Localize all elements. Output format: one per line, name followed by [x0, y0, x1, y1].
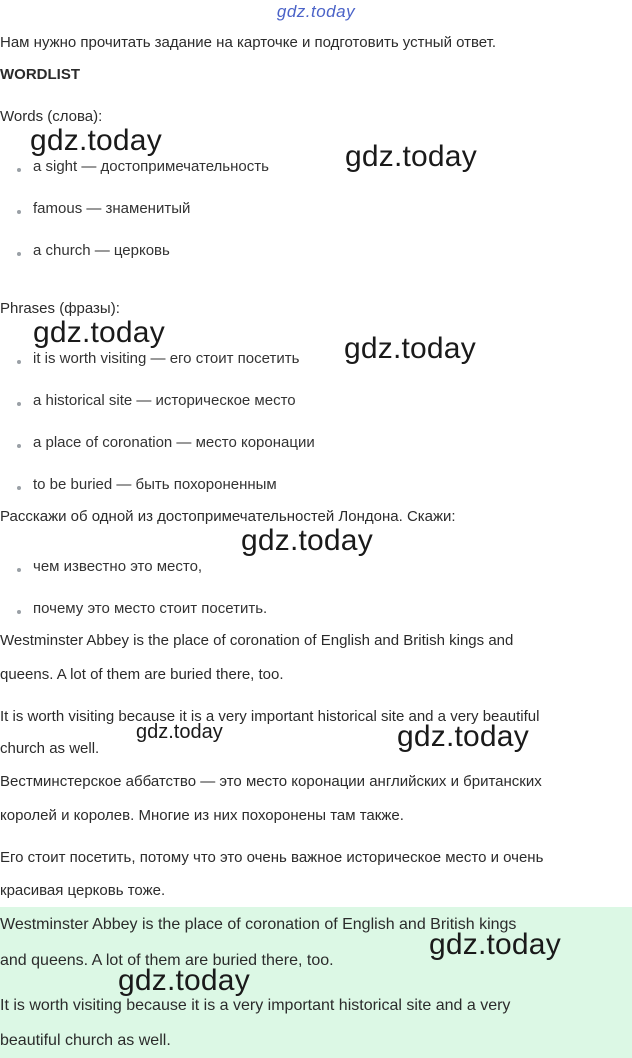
wordlist-heading: WORDLIST	[0, 66, 80, 83]
bullet-dot	[17, 168, 21, 172]
bullet-dot	[17, 444, 21, 448]
site-watermark: gdz.today	[397, 720, 529, 753]
bullet-dot	[17, 486, 21, 490]
site-watermark: gdz.today	[345, 140, 477, 173]
site-watermark: gdz.today	[344, 332, 476, 365]
site-watermark: gdz.today	[30, 124, 162, 157]
answer-ru-line: красивая церковь тоже.	[0, 882, 166, 899]
site-watermark-top: gdz.today	[276, 2, 356, 21]
word-item: a sight — достопримечательность	[33, 158, 269, 175]
site-watermark: gdz.today	[118, 964, 250, 997]
phrase-item: it is worth visiting — его стоит посетить	[33, 350, 300, 367]
intro-text: Нам нужно прочитать задание на карточке и подготовить устный ответ.	[0, 34, 497, 51]
task-text: Расскажи об одной из достопримечательностей Лондона. Скажи:	[0, 508, 456, 525]
task-item: почему это место стоит посетить.	[33, 600, 268, 617]
answer-en-line: church as well.	[0, 740, 100, 757]
phrase-item: to be buried — быть похороненным	[33, 476, 277, 493]
bullet-dot	[17, 610, 21, 614]
answer-ru-line: Его стоит посетить, потому что это очень важное историческое место и очень	[0, 849, 544, 866]
task-item: чем известно это место,	[33, 558, 203, 575]
final-en-line: and queens. A lot of them are buried there, too.	[0, 952, 334, 969]
final-en-line: It is worth visiting because it is a very important historical site and a very	[0, 997, 511, 1014]
bullet-dot	[17, 402, 21, 406]
site-watermark: gdz.today	[429, 928, 561, 961]
answer-ru-line: королей и королев. Многие из них похоронены там также.	[0, 807, 404, 824]
answer-ru-line: Вестминстерское аббатство — это место коронации английских и британских	[0, 773, 542, 790]
site-watermark: gdz.today	[136, 721, 223, 743]
answer-en-line: Westminster Abbey is the place of coronation of English and British kings and	[0, 632, 514, 649]
words-heading: Words (слова):	[0, 108, 103, 125]
word-item: a church — церковь	[33, 242, 170, 259]
answer-en-line: queens. A lot of them are buried there, too.	[0, 666, 284, 683]
phrase-item: a place of coronation — место коронации	[33, 434, 315, 451]
site-watermark: gdz.today	[241, 524, 373, 557]
phrases-heading: Phrases (фразы):	[0, 300, 120, 317]
word-item: famous — знаменитый	[33, 200, 191, 217]
bullet-dot	[17, 568, 21, 572]
bullet-dot	[17, 360, 21, 364]
site-watermark: gdz.today	[33, 316, 165, 349]
bullet-dot	[17, 252, 21, 256]
final-en-line: beautiful church as well.	[0, 1032, 171, 1049]
answer-en-line: It is worth visiting because it is a very important historical site and a very beautiful	[0, 708, 540, 725]
bullet-dot	[17, 210, 21, 214]
phrase-item: a historical site — историческое место	[33, 392, 296, 409]
final-en-line: Westminster Abbey is the place of coronation of English and British kings	[0, 916, 517, 933]
